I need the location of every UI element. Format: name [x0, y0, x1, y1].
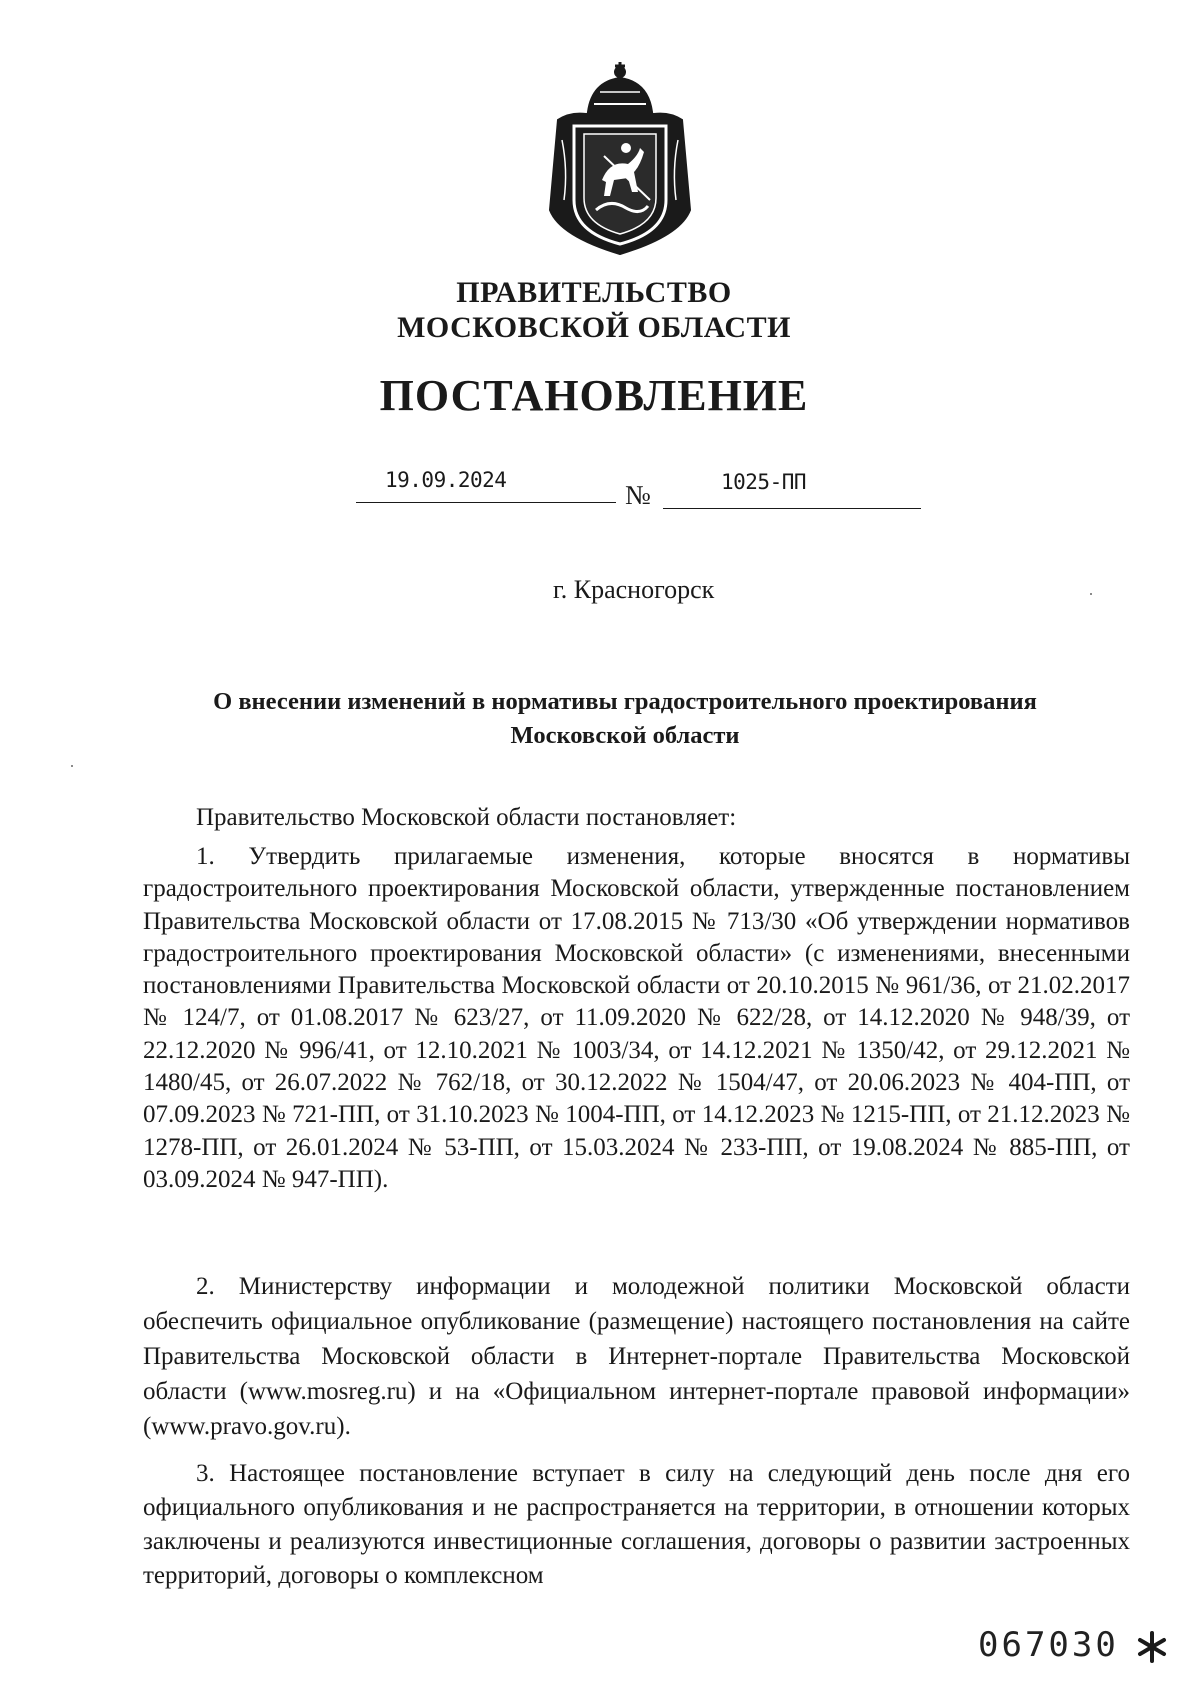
document-type-heading: ПОСТАНОВЛЕНИЕ [379, 371, 809, 420]
document-date: 19.09.2024 [385, 468, 507, 492]
body-intro: Правительство Московской области постановляет: [196, 804, 737, 831]
number-sign: № [625, 480, 651, 510]
paragraph-3: 3. Настоящее постановление вступает в силу на следующий день после дня его официального опубликования и не распространяется на территории, в отношении которых заключены и реализуются инвестиционные соглашения, договоры о развитии застроенных территорий, договоры о комплексном [143, 1460, 1130, 1589]
asterisk-icon [1135, 1630, 1169, 1664]
document-title-line2: Московской области [510, 722, 740, 749]
paragraph-2: 2. Министерству информации и молодежной политики Московской области обеспечить официальное опубликование (размещение) настоящего постановления на сайте Правительства Московской области в Интернет-портале Правительства Московской области (www.mosreg.ru) и на «Официальном интернет-портале правовой информации» (www.pravo.gov.ru). [143, 1273, 1130, 1440]
form-serial-number: 067030 [978, 1625, 1119, 1665]
document-title [130, 685, 1120, 753]
government-name-line1: ПРАВИТЕЛЬСТВО [456, 276, 732, 309]
paragraph-1: 1. Утвердить прилагаемые изменения, которые вносятся в нормативы градостроительного проектирования Московской области, утвержденные постановлением Правительства Московской области от 17.08.2015 № 713/30 «Об утверждении нормативов градостроительного проектирования Московской области» (с изменениями, внесенными постановлениями Правительства Московской области от 20.10.2015 № 961/36, от 21.02.2017 № 124/7, от 01.08.2017 № 623/27, от 11.09.2020 № 622/28, от 14.12.2020 № 948/39, от 22.12.2020 № 996/41, от 12.10.2021 № 1003/34, от 14.12.2021 № 1350/42, от 29.12.2021 № 1480/45, от 26.07.2022 № 762/18, от 30.12.2022 № 1504/47, от 20.06.2023 № 404-ПП, от 07.09.2023 № 721-ПП, от 31.10.2023 № 1004-ПП, от 14.12.2023 № 1215-ПП, от 21.12.2023 № 1278-ПП, от 26.01.2024 № 53-ПП, от 15.03.2024 № 233-ПП, от 19.08.2024 № 885-ПП, от 03.09.2024 № 947-ПП). [143, 843, 1130, 1193]
document-city: г. Красногорск [553, 575, 715, 604]
scan-speck [1090, 593, 1092, 595]
coat-of-arms-emblem [540, 60, 700, 258]
date-underline [356, 502, 616, 503]
government-name-line2: МОСКОВСКОЙ ОБЛАСТИ [397, 311, 791, 344]
scan-speck [71, 765, 73, 767]
document-number: 1025-ПП [721, 470, 807, 494]
document-title-line1: О внесении изменений в нормативы градостроительного проектирования [213, 688, 1037, 715]
number-underline [663, 508, 921, 509]
